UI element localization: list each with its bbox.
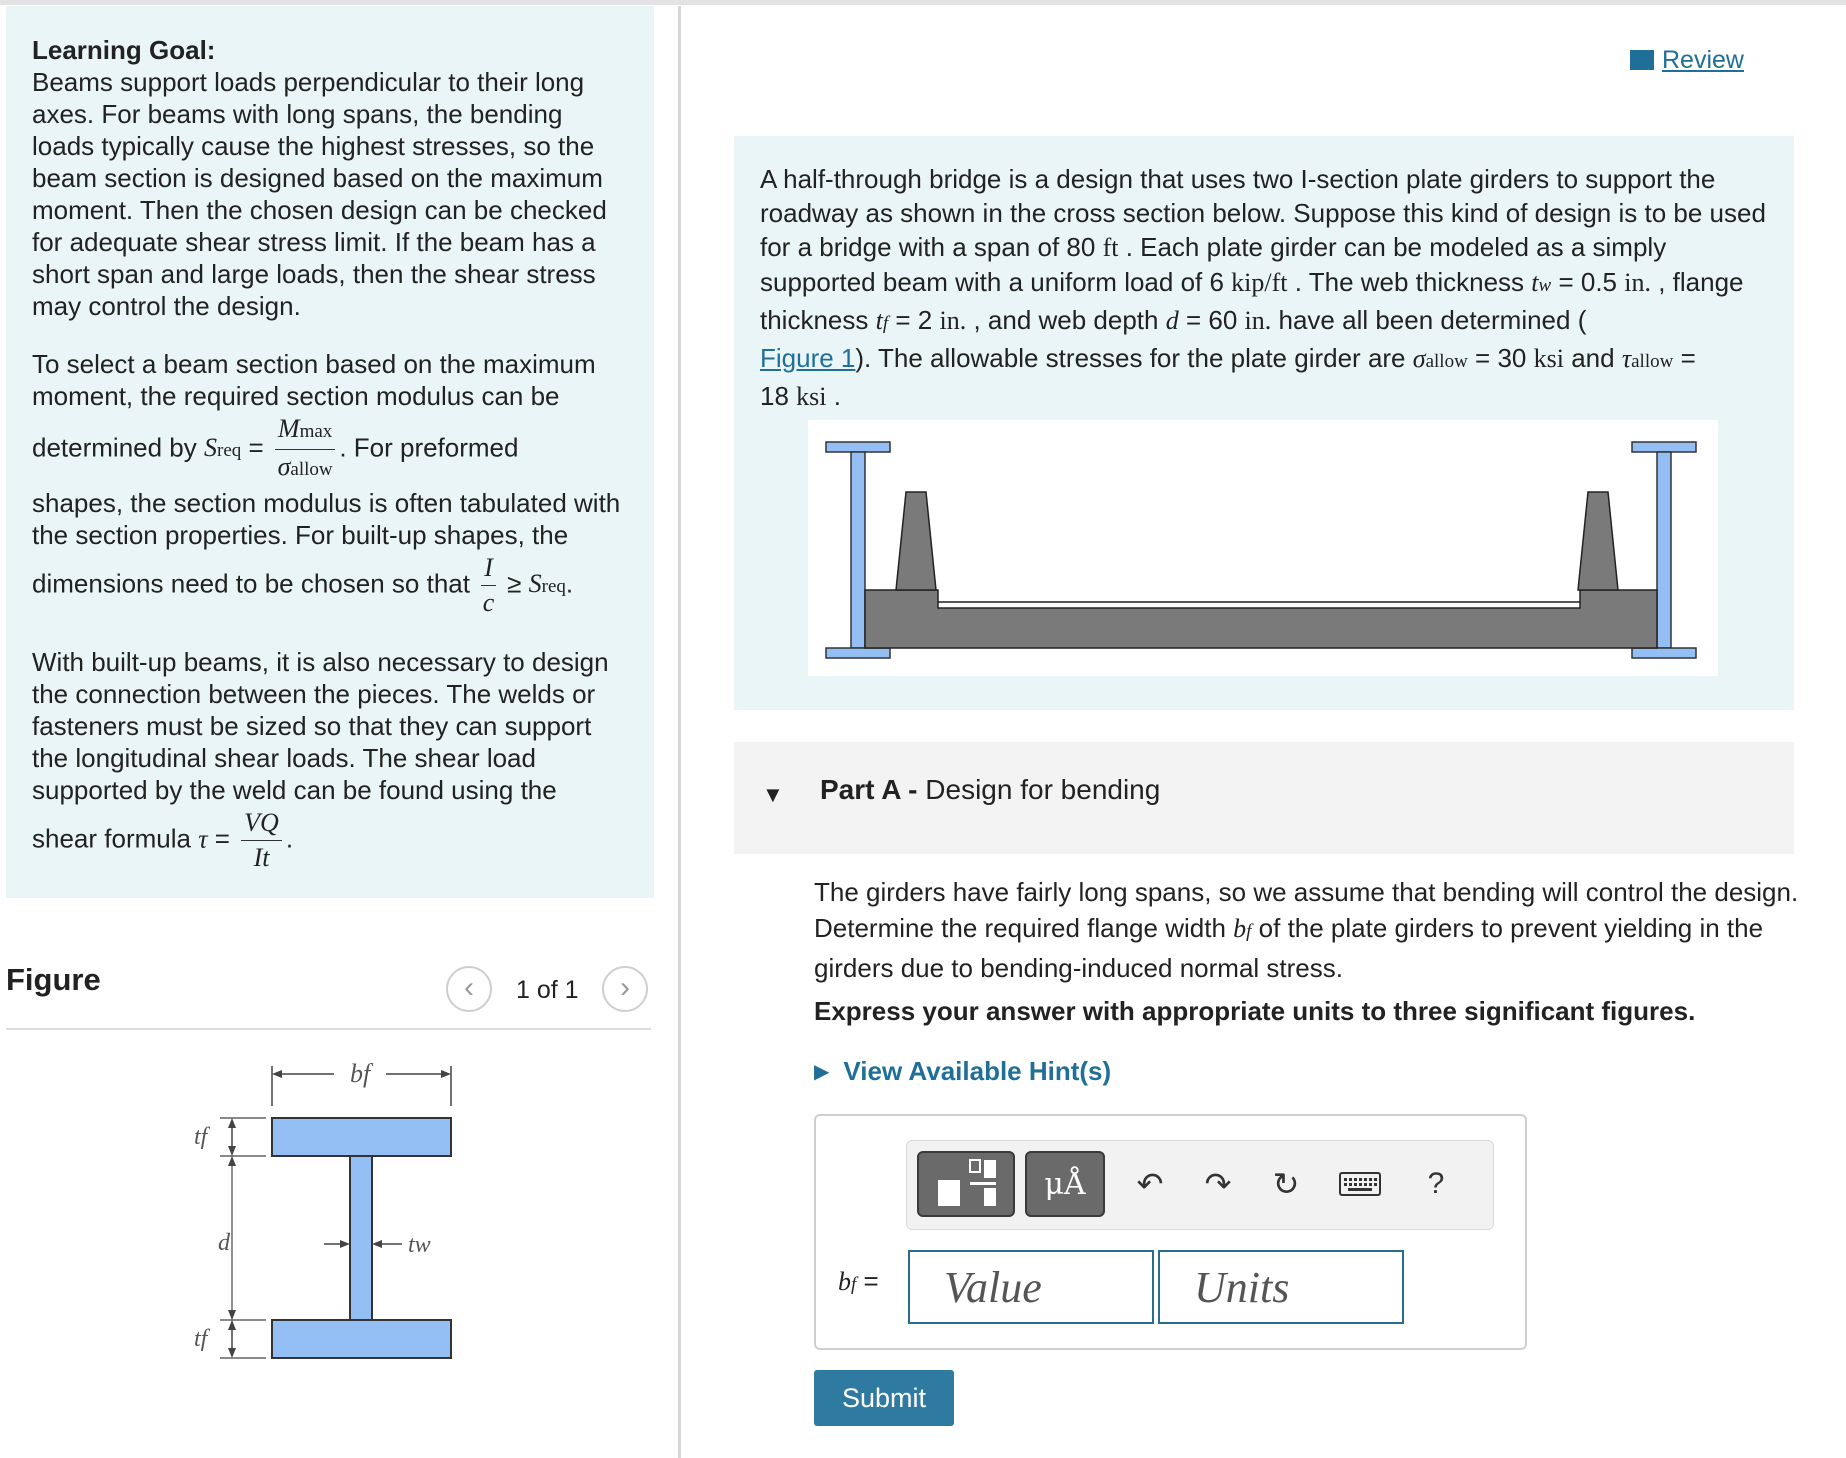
fraction-template-icon (934, 1158, 998, 1210)
redo-icon: ↷ (1204, 1166, 1232, 1202)
learning-goal-para1 (32, 34, 628, 322)
s-req-symbol-2: Sreq (528, 569, 566, 599)
period-2: . (285, 823, 294, 854)
redo-button[interactable] (1193, 1151, 1243, 1217)
part-a-question: The girders have fairly long spans, so we assume that bending will control the design. Determine the required flange width bf of the plate girders to prevent yielding in the girders due to bending-induced normal stress. (814, 877, 1799, 983)
keyboard-button[interactable] (1335, 1151, 1385, 1217)
top-flange (272, 1118, 451, 1156)
answer-box (814, 1114, 1527, 1350)
right-girder-web (1657, 452, 1671, 648)
para2-lead: To select a beam section based on the maximum moment, the required section modulus can be (32, 349, 596, 411)
keyboard-icon (1339, 1171, 1381, 1197)
equals-sign: = (248, 432, 264, 463)
equals-sign-2: = (214, 823, 230, 854)
part-a-header[interactable] (734, 742, 1794, 854)
s-req-symbol: Sreq (204, 433, 242, 463)
tf-label-top: tf (194, 1124, 208, 1150)
top-border (0, 0, 1846, 5)
refresh-icon: ↻ (1272, 1166, 1300, 1202)
submit-button[interactable]: Submit (814, 1370, 954, 1426)
bottom-flange (272, 1320, 451, 1358)
para3-text: With built-up beams, it is also necessary to design the connection between the pieces. The welds or fasteners must be sized so that they can support the longitudinal shear loads. The shear load supported by the weld can be found using the (32, 647, 609, 805)
book-icon (1628, 50, 1656, 70)
section-modulus-fraction: $\frac{Mmax}{\text{σallow}}$ (275, 412, 335, 487)
templates-button[interactable] (917, 1151, 1015, 1217)
answer-label: bf = (838, 1266, 879, 1296)
value-input[interactable] (908, 1250, 1154, 1324)
para2-determined: determined by (32, 432, 197, 463)
hints-label: View Available Hint(s) (843, 1056, 1112, 1086)
web (350, 1156, 372, 1320)
period: . (565, 568, 574, 599)
problem-text: A half-through bridge is a design that uses two I-section plate girders to support the roadway as shown in the cross section below. Suppose this kind of design is to be used for a bridge with a span of 80 ft . Each plate girder can be modeled as a simply supported beam with a uniform load of 6 kip/ft . The web thickness tw = 0.5 in. , flange thickness tf = 2 in. , and web depth d = 60 in. have all been determined ( Figure 1). The allowable stresses for the plate girder are σallow = 30 ksi and τallow = 18 ksi . (760, 164, 1766, 411)
help-button[interactable]: ? (1427, 1167, 1445, 1200)
part-a-title: Part A - Design for bending (820, 774, 1161, 805)
figure-next-button[interactable] (602, 966, 648, 1012)
view-hints-link[interactable] (814, 1056, 1111, 1087)
d-label: d (218, 1230, 230, 1256)
left-girder-top-flange (826, 442, 890, 452)
bf-label: bf (350, 1059, 371, 1088)
express-instruction: Express your answer with appropriate units to three significant figures. (814, 996, 1696, 1026)
right-girder-bottom-flange (1632, 648, 1696, 658)
para2-dims: dimensions need to be chosen so that (32, 568, 470, 599)
learning-goal-panel (6, 6, 654, 898)
tau-symbol: τ (198, 824, 208, 854)
undo-button[interactable] (1125, 1151, 1175, 1217)
para2-mid: . For preformed (339, 432, 519, 463)
i-section-figure (176, 1052, 476, 1402)
undo-icon: ↶ (1136, 1166, 1164, 1202)
shear-fraction: $\frac{VQ}{It}$ (241, 806, 282, 875)
tw-label: tw (408, 1232, 431, 1258)
learning-goal-para3 (32, 646, 628, 875)
caret-right-icon: ▶ (814, 1061, 830, 1083)
figure-pager: 1 of 1 (516, 976, 579, 1004)
figure-divider (6, 1028, 651, 1030)
learning-goal-para2 (32, 348, 628, 620)
para2-tail: shapes, the section modulus is often tabulated with the section properties. For built-up shapes, the (32, 488, 621, 550)
figure-1-link[interactable]: Figure 1 (760, 343, 856, 373)
left-girder-bottom-flange (826, 648, 890, 658)
chevron-right-icon: › (620, 971, 630, 1004)
left-girder-web (851, 452, 865, 648)
review-link[interactable] (1628, 46, 1744, 75)
learning-goal-text: Beams support loads perpendicular to their long axes. For beams with long spans, the bending loads typically cause the highest stresses, so the beam section is designed based on the maximum moment. Then the chosen design can be checked for adequate shear stress limit. If the beam has a short span and large loads, then the shear stress may control the design. (32, 67, 607, 321)
units-input[interactable] (1158, 1250, 1404, 1324)
right-girder-top-flange (1632, 442, 1696, 452)
pane-divider[interactable] (678, 6, 681, 1458)
i-over-c-fraction: $\frac{I}{c}$ (482, 553, 495, 617)
reset-button[interactable] (1261, 1151, 1311, 1217)
shear-formula-label: shear formula (32, 823, 191, 854)
figure-title: Figure (6, 962, 101, 997)
chevron-left-icon: ‹ (464, 971, 474, 1004)
bridge-cross-section (808, 420, 1718, 676)
figure-prev-button[interactable] (446, 966, 492, 1012)
review-label: Review (1662, 46, 1744, 74)
math-toolbar (906, 1140, 1494, 1230)
learning-goal-heading: Learning Goal: (32, 35, 216, 65)
tf-label-bottom: tf (194, 1326, 208, 1352)
units-button[interactable]: μÅ (1025, 1151, 1105, 1217)
geq-sign: ≥ (507, 568, 522, 599)
caret-down-icon[interactable]: ▼ (762, 782, 784, 807)
